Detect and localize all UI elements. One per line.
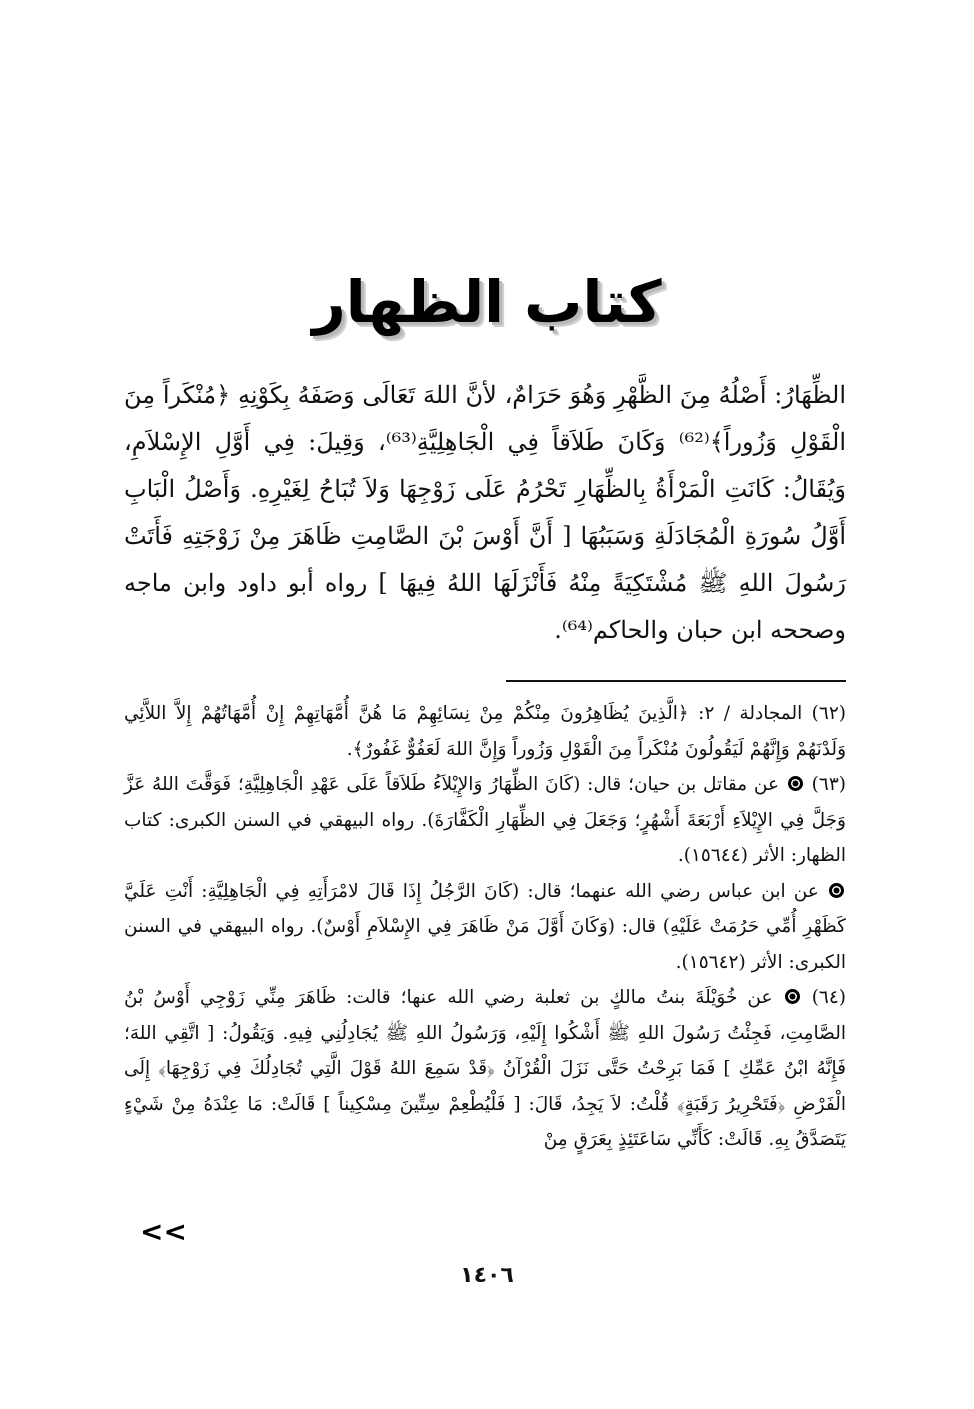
footnotes-section <box>124 696 846 1158</box>
footnote-divider <box>506 680 846 682</box>
page-number: ١٤٠٦ <box>460 1263 514 1288</box>
chapter-title: كتاب الظهار <box>312 268 662 336</box>
footnote-62 <box>124 696 846 767</box>
main-text-block <box>124 372 846 654</box>
chapter-title-container <box>0 262 974 342</box>
footnote-64-marker: (٦٤) <box>811 987 846 1008</box>
footnote-63-text: عن مقاتل بن حيان؛ قال: (كَانَ الظِّهَارُ وَالإِيْلاَءُ طَلاَقاً عَلَى عَهْدِ الْجَاهِلِيَّةِ؛ فَوَقَّتَ اللهُ عَزَّ وَجَلَّ فِي الإِيْلاَءِ أَرْبَعَةَ أَشْهُرٍ؛ وَجَعَلَ فِي الظِّهَارِ الْكَفَّارَةَ). رواه البيهقي في السنن الكبرى: كتاب الظهار: الأثر (١٥٦٤٤). <box>124 774 846 866</box>
bullet-icon <box>785 989 800 1004</box>
bullet-icon <box>829 883 844 898</box>
continue-arrow-icon: << <box>140 1215 187 1248</box>
footnote-63b <box>124 874 846 981</box>
footnote-63b-text: عن ابن عباس رضي الله عنهما؛ قال: (كَانَ الرَّجُلُ إِذَا قَالَ لامْرَأَتِهِ فِي الْجَاهِلِيَّةِ: أَنْتِ عَلَيَّ كَظَهْرِ أُمِّي حَرُمَتْ عَلَيْهِ) قال: (وَكَانَ أَوَّلَ مَنْ ظَاهَرَ فِي الإِسْلاَمِ أَوْسٌ). رواه البيهقي في السنن الكبرى: الأثر (١٥٦٤٢). <box>124 880 846 973</box>
main-paragraph: الظِّهَارُ: أَصْلُهُ مِنَ الظَّهْرِ وَهُوَ حَرَامٌ، لأنَّ اللهَ تَعَالَى وَصَفَهُ بِكَوْنِهِ ﴿مُنْكَراً مِنَ الْقَوْلِ وَزُوراً﴾⁽⁶²⁾ وَكَانَ طَلاَقاً فِي الْجَاهِلِيَّةِ⁽⁶³⁾، وَقِيلَ: فِي أَوَّلِ الإِسْلاَمِ، وَيُقَالُ: كَانَتِ الْمَرْأَةُ بِالظِّهَارِ تَحْرُمُ عَلَى زَوْجِهَا وَلاَ تُبَاحُ لِغَيْرِهِ. وَأَصْلُ الْبَابِ أَوَّلُ سُورَةِ الْمُجَادَلَةِ وَسَبَبُهَا [ أَنَّ أَوْسَ بْنَ الصَّامِتِ ظَاهَرَ مِنْ زَوْجَتِهِ فَأَتَتْ رَسُولَ اللهِ ﷺ مُشْتَكِيَةً مِنْهُ فَأَنْزَلَهَا اللهُ فِيهَا ] رواه أبو داود وابن ماجه وصححه ابن حبان والحاكم⁽⁶⁴⁾. <box>124 381 846 644</box>
footnote-63-marker: (٦٣) <box>811 774 846 795</box>
footnote-62-text: (٦٢) المجادلة / ٢: ﴿الَّذِينَ يُظَاهِرُونَ مِنْكُمْ مِنْ نِسَائِهِمْ مَا هُنَّ أُمَّهَاتِهِمْ إِنْ أُمَّهَاتُهُمْ إِلاَّ اللاَّئِي وَلَدْنَهُمْ وَإِنَّهُمْ لَيَقُولُونَ مُنْكَراً مِنَ الْقَوْلِ وَزُوراً وَإِنَّ اللهَ لَعَفُوٌّ غَفُورٌ﴾. <box>124 703 846 760</box>
footnote-64 <box>124 980 846 1158</box>
bullet-icon <box>788 776 803 791</box>
footnote-64-text: عن خُوَيْلَةَ بنتُ مالكٍ بن ثعلبة رضي الله عنها؛ قالت: ظَاهَرَ مِنِّي زَوْجِي أَوْسُ بْنُ الصَّامِتِ، فَجِئْتُ رَسُولَ اللهِ ﷺ أَشْكُوا إِلَيْهِ، وَرَسُولُ اللهِ ﷺ يُجَادِلُنِي فِيهِ. وَيَقُولُ: [ اتَّقِي اللهَ؛ فَإِنَّهُ ابْنُ عَمِّكِ ] فَمَا بَرِحْتُ حَتَّى نَزَلَ الْقُرْآنُ ﴿قَدْ سَمِعَ اللهُ قَوْلَ الَّتِي تُجَادِلُكَ فِي زَوْجِهَا﴾ إِلَى الْفَرْضِ ﴿فَتَحْرِيرُ رَقَبَةٍ﴾ قُلْتُ: لاَ يَجِدُ، قَالَ: [ فَلْيُطْعِمْ سِتِّينَ مِسْكِيناً ] قَالَتْ: مَا عِنْدَهُ مِنْ شَيْءٍ يَتَصَدَّقُ بِهِ. قَالَتْ: كَأَنِّي سَاعَتَئِذٍ بِعَرَقٍ مِنْ <box>124 987 846 1150</box>
footnote-63 <box>124 767 846 874</box>
